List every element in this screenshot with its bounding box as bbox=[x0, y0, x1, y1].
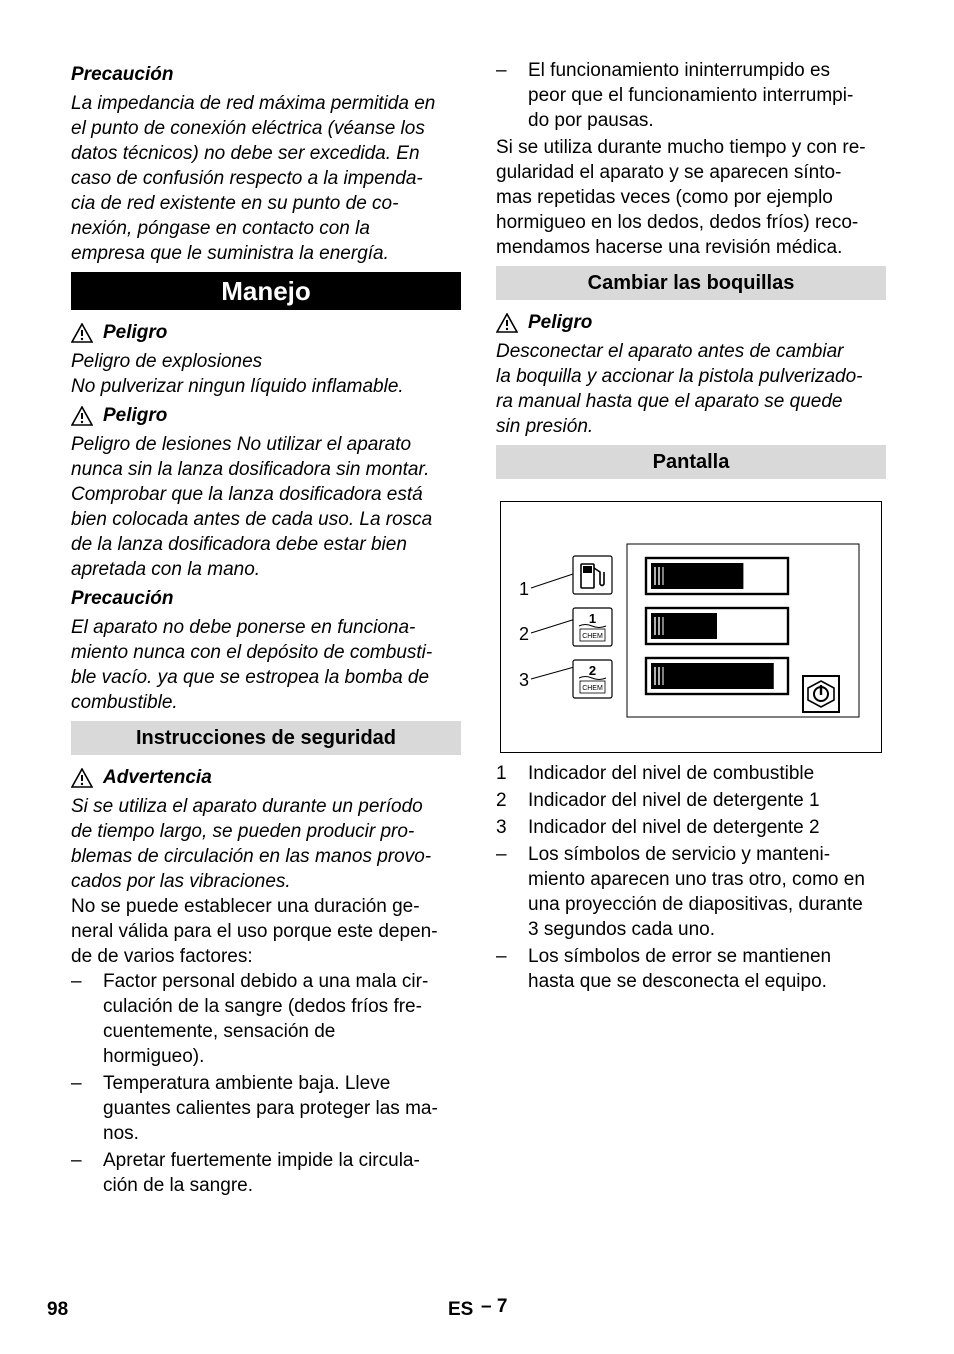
text-line: Comprobar que la lanza dosificadora está bbox=[71, 484, 423, 505]
footer-language: ES bbox=[448, 1299, 474, 1320]
legend-number: 2 bbox=[496, 790, 507, 811]
warning-triangle-icon bbox=[71, 323, 93, 343]
danger-heading-text: Peligro bbox=[103, 322, 168, 343]
text-line: cia de red existente en su punto de co- bbox=[71, 193, 399, 214]
danger-heading bbox=[71, 320, 461, 345]
list-dash: – bbox=[71, 971, 82, 992]
level-bars bbox=[646, 558, 788, 694]
subsection-title-bar bbox=[496, 266, 886, 300]
display-diagram bbox=[501, 502, 881, 752]
list-item bbox=[496, 58, 886, 133]
text-line: gularidad el aparato y se aparecen sínto- bbox=[496, 162, 842, 183]
text-line: Si se utiliza el aparato durante un período bbox=[71, 796, 423, 817]
continuation-list bbox=[496, 58, 886, 133]
text-line: miento aparecen uno tras otro, como en bbox=[528, 869, 865, 890]
text-line: datos técnicos) no debe ser excedida. En bbox=[71, 143, 420, 164]
list-item bbox=[71, 1148, 461, 1198]
text-line: sin presión. bbox=[496, 416, 594, 437]
text-line: Los símbolos de servicio y manteni- bbox=[528, 844, 831, 865]
text-line: una proyección de diapositivas, durante bbox=[528, 894, 863, 915]
text-line: Desconectar el aparato antes de cambiar bbox=[496, 341, 844, 362]
list-dash: – bbox=[71, 1073, 82, 1094]
danger-text bbox=[71, 432, 461, 582]
subsection-title: Pantalla bbox=[652, 451, 730, 473]
warning-text bbox=[71, 794, 461, 894]
list-dash: – bbox=[71, 1150, 82, 1171]
list-item bbox=[71, 1071, 461, 1146]
callout-number: 1 bbox=[519, 579, 530, 599]
text-line: Si se utiliza durante mucho tiempo y con re- bbox=[496, 137, 866, 158]
text-line: de la lanza dosificadora debe estar bien bbox=[71, 534, 407, 555]
text-line: 3 segundos cada uno. bbox=[528, 919, 715, 940]
chem-number: 1 bbox=[588, 611, 597, 626]
footer-section: – 7 bbox=[481, 1296, 508, 1317]
text-line: hormigueo). bbox=[103, 1046, 205, 1067]
danger-heading-text: Peligro bbox=[103, 405, 168, 426]
chem-label: CHEM bbox=[582, 685, 603, 692]
text-line: mas repetidas veces (como por ejemplo bbox=[496, 187, 833, 208]
text-line: Peligro de explosiones bbox=[71, 351, 263, 372]
text-line: caso de confusión respecto a la impenda- bbox=[71, 168, 423, 189]
legend-text: Indicador del nivel de detergente 2 bbox=[528, 817, 820, 838]
notes-list bbox=[496, 842, 886, 994]
callout-number: 3 bbox=[519, 670, 530, 690]
text-line: ble vacío. ya que se estropea la bomba de bbox=[71, 667, 430, 688]
text-line: ción de la sangre. bbox=[103, 1175, 253, 1196]
text-line: peor que el funcionamiento interrumpi- bbox=[528, 85, 854, 106]
legend-text: Indicador del nivel de combustible bbox=[528, 763, 815, 784]
danger-heading bbox=[496, 310, 886, 335]
text-line: Los símbolos de error se mantienen bbox=[528, 946, 832, 967]
caution-text bbox=[71, 91, 461, 266]
fuel-pump-icon bbox=[573, 556, 612, 594]
text-line: nunca sin la lanza dosificadora sin montar. bbox=[71, 459, 430, 480]
caution-heading-text: Precaución bbox=[71, 64, 174, 85]
list-item bbox=[496, 842, 886, 942]
legend-list bbox=[496, 761, 886, 840]
legend-number: 3 bbox=[496, 817, 507, 838]
text-line: nos. bbox=[103, 1123, 139, 1144]
text-line: Factor personal debido a una mala cir- bbox=[103, 971, 429, 992]
caution-heading-text: Precaución bbox=[71, 588, 174, 609]
text-line: culación de la sangre (dedos fríos fre- bbox=[103, 996, 422, 1017]
detergent-2-icon bbox=[573, 660, 612, 698]
warning-triangle-icon bbox=[71, 406, 93, 426]
text-line: cados por las vibraciones. bbox=[71, 871, 291, 892]
text-line: Apretar fuertemente impide la circula- bbox=[103, 1150, 420, 1171]
callout-number: 2 bbox=[519, 624, 530, 644]
detergent-1-icon bbox=[573, 608, 612, 646]
level-bar-fill bbox=[651, 563, 743, 589]
list-dash: – bbox=[496, 844, 507, 865]
text-line: guantes calientes para proteger las ma- bbox=[103, 1098, 438, 1119]
text-line: No se puede establecer una duración ge- bbox=[71, 896, 420, 917]
display-figure bbox=[500, 501, 882, 753]
text-line: de tiempo largo, se pueden producir pro- bbox=[71, 821, 415, 842]
text-line: apretada con la mano. bbox=[71, 559, 261, 580]
chem-number: 2 bbox=[588, 663, 597, 678]
text-line: empresa que le suministra la energía. bbox=[71, 243, 389, 264]
section-title: Manejo bbox=[221, 276, 311, 306]
danger-heading-text: Peligro bbox=[528, 312, 593, 333]
body-text bbox=[496, 135, 886, 260]
legend-item bbox=[496, 815, 886, 840]
warning-triangle-icon bbox=[71, 768, 93, 788]
subsection-title: Instrucciones de seguridad bbox=[135, 727, 397, 749]
warning-triangle-icon bbox=[496, 313, 518, 333]
caution-heading bbox=[71, 586, 461, 611]
factor-list bbox=[71, 969, 461, 1198]
chem-label: CHEM bbox=[582, 633, 603, 640]
subsection-title-bar bbox=[71, 721, 461, 755]
text-line: mendamos hacerse una revisión médica. bbox=[496, 237, 843, 258]
subsection-title: Cambiar las boquillas bbox=[587, 272, 795, 294]
caution-heading bbox=[71, 62, 461, 87]
text-line: La impedancia de red máxima permitida en bbox=[71, 93, 436, 114]
danger-text bbox=[496, 339, 886, 439]
level-bar-fill bbox=[651, 613, 717, 639]
text-line: ra manual hasta que el aparato se quede bbox=[496, 391, 843, 412]
page-number: 98 bbox=[47, 1299, 69, 1320]
text-line: El funcionamiento ininterrumpido es bbox=[528, 60, 831, 81]
text-line: la boquilla y accionar la pistola pulverizado- bbox=[496, 366, 863, 387]
text-line: Temperatura ambiente baja. Lleve bbox=[103, 1073, 391, 1094]
text-line: el punto de conexión eléctrica (véanse los bbox=[71, 118, 425, 139]
text-line: cuentemente, sensación de bbox=[103, 1021, 336, 1042]
legend-text: Indicador del nivel de detergente 1 bbox=[528, 790, 820, 811]
text-line: El aparato no debe ponerse en funciona- bbox=[71, 617, 416, 638]
danger-heading bbox=[71, 403, 461, 428]
list-dash: – bbox=[496, 60, 507, 81]
text-line: Peligro de lesiones No utilizar el aparato bbox=[71, 434, 412, 455]
section-title-bar bbox=[71, 272, 461, 310]
caution-text bbox=[71, 615, 461, 715]
text-line: de de varios factores: bbox=[71, 946, 253, 967]
legend-item bbox=[496, 761, 886, 786]
warning-heading-text: Advertencia bbox=[103, 767, 212, 788]
service-icon bbox=[803, 676, 839, 712]
level-bar-fill bbox=[651, 663, 774, 689]
text-line: nexión, póngase en contacto con la bbox=[71, 218, 370, 239]
list-item bbox=[496, 944, 886, 994]
text-line: miento nunca con el depósito de combusti- bbox=[71, 642, 433, 663]
text-line: No pulverizar ningun líquido inflamable. bbox=[71, 376, 404, 397]
legend-number: 1 bbox=[496, 763, 507, 784]
list-item bbox=[71, 969, 461, 1069]
text-line: do por pausas. bbox=[528, 110, 654, 131]
body-text bbox=[71, 894, 461, 969]
left-column bbox=[71, 58, 461, 1200]
text-line: bien colocada antes de cada uso. La rosca bbox=[71, 509, 433, 530]
danger-text bbox=[71, 349, 461, 399]
list-dash: – bbox=[496, 946, 507, 967]
warning-heading bbox=[71, 765, 461, 790]
text-line: combustible. bbox=[71, 692, 178, 713]
right-column bbox=[496, 58, 886, 996]
text-line: blemas de circulación en las manos provo- bbox=[71, 846, 432, 867]
subsection-title-bar bbox=[496, 445, 886, 479]
text-line: hasta que se desconecta el equipo. bbox=[528, 971, 827, 992]
text-line: hormigueo en los dedos, dedos fríos) reco- bbox=[496, 212, 859, 233]
legend-item bbox=[496, 788, 886, 813]
text-line: neral válida para el uso porque este depen- bbox=[71, 921, 438, 942]
